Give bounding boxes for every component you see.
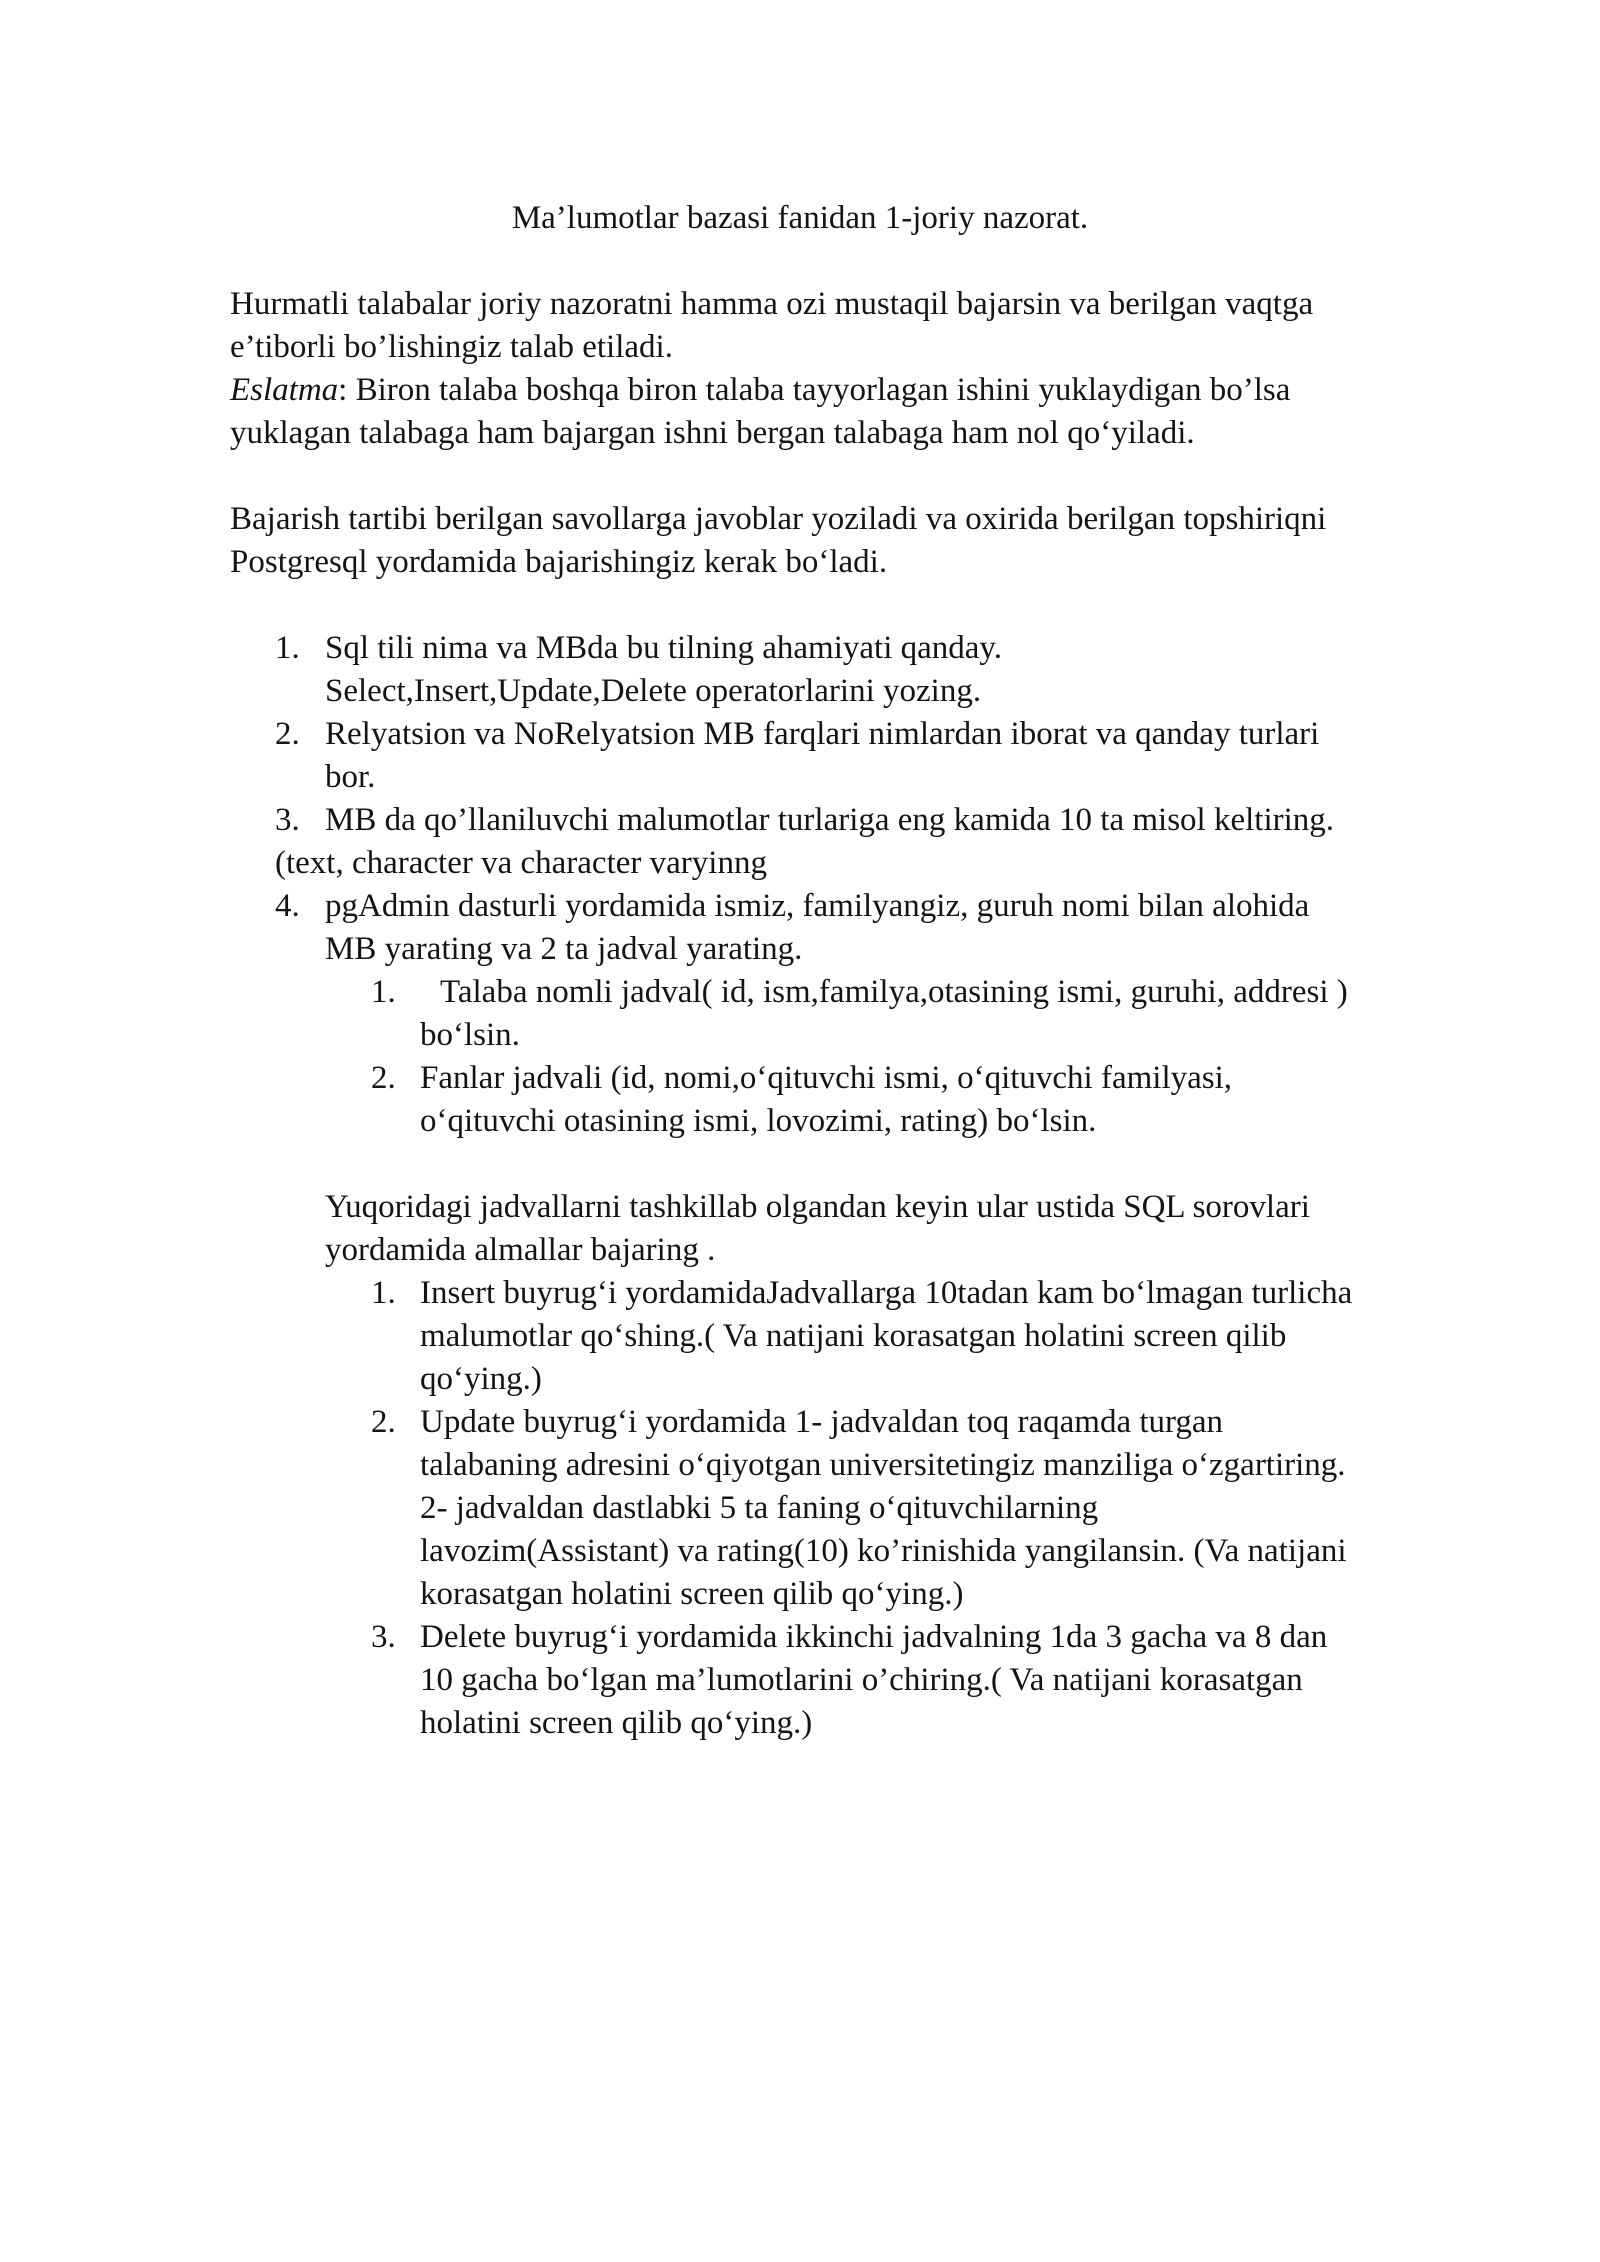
intro-line: Hurmatli talabalar joriy nazoratni hamma ozi mustaqil bajarsin va berilgan vaqtga	[230, 286, 1314, 322]
sql-task-line: Delete buyrug‘i yordamida ikkinchi jadvalning 1da 3 gacha va 8 dan	[420, 1619, 1328, 1655]
sql-task-line: talabaning adresini o‘qiyotgan universitetingiz manziliga o‘zgartiring.	[420, 1447, 1346, 1483]
note-label: Eslatma	[230, 372, 339, 408]
question-line: MB da qo’llaniluvchi malumotlar turlariga eng kamida 10 ta misol keltiring.	[325, 802, 1335, 838]
procedure-line: Bajarish tartibi berilgan savollarga javoblar yoziladi va oxirida berilgan topshiriqni	[230, 501, 1327, 537]
sub-item-line: Fanlar jadvali (id, nomi,o‘qituvchi ismi, o‘qituvchi familyasi,	[420, 1060, 1233, 1096]
sub-item-number: 2.	[371, 1060, 396, 1096]
sql-task-line: holatini screen qilib qo‘ying.)	[420, 1705, 813, 1741]
sql-task-line: qo‘ying.)	[420, 1361, 542, 1397]
sql-task-number: 3.	[371, 1619, 396, 1655]
question-line: pgAdmin dasturli yordamida ismiz, familyangiz, guruh nomi bilan alohida	[325, 888, 1310, 924]
question-number: 1.	[275, 630, 300, 666]
note-line: yuklagan talabaga ham bajargan ishni bergan talabaga ham nol qo‘yiladi.	[230, 415, 1195, 451]
question-line: MB yarating va 2 ta jadval yarating.	[325, 931, 803, 967]
question-line: bor.	[325, 759, 376, 795]
note-text: : Biron talaba boshqa biron talaba tayyorlagan ishini yuklaydigan bo’lsa	[338, 372, 1291, 408]
sub-item-number: 1.	[371, 974, 396, 1010]
question-number: 3.	[275, 802, 300, 838]
sql-intro-line: yordamida almallar bajaring .	[325, 1232, 716, 1268]
sql-task-line: malumotlar qo‘shing.( Va natijani korasatgan holatini screen qilib	[420, 1318, 1287, 1354]
sql-task-line: lavozim(Assistant) va rating(10) ko’rinishida yangilansin. (Va natijani	[420, 1533, 1347, 1569]
question-line: (text, character va character varyinng	[275, 845, 767, 881]
sql-task-line: Update buyrug‘i yordamida 1- jadvaldan toq raqamda turgan	[420, 1404, 1224, 1440]
intro-line: e’tiborli bo’lishingiz talab etiladi.	[230, 329, 673, 365]
question-line: Select,Insert,Update,Delete operatorlarini yozing.	[325, 673, 982, 709]
sql-task-number: 1.	[371, 1275, 396, 1311]
sql-task-line: 2- jadvaldan dastlabki 5 ta faning o‘qituvchilarning	[420, 1490, 1099, 1526]
question-number: 4.	[275, 888, 300, 924]
sql-intro-line: Yuqoridagi jadvallarni tashkillab olgandan keyin ular ustida SQL sorovlari	[325, 1189, 1310, 1225]
document-title: Ma’lumotlar bazasi fanidan 1-joriy nazorat.	[511, 200, 1089, 236]
sub-item-line: o‘qituvchi otasining ismi, lovozimi, rating) bo‘lsin.	[420, 1103, 1097, 1139]
sql-task-line: korasatgan holatini screen qilib qo‘ying.)	[420, 1576, 964, 1612]
question-number: 2.	[275, 716, 300, 752]
question-line: Relyatsion va NoRelyatsion MB farqlari nimlardan iborat va qanday turlari	[325, 716, 1320, 752]
sub-item-line: bo‘lsin.	[420, 1017, 520, 1053]
question-line: Sql tili nima va MBda bu tilning ahamiyati qanday.	[325, 630, 1003, 666]
sql-task-line: Insert buyrug‘i yordamidaJadvallarga 10tadan kam bo‘lmagan turlicha	[420, 1275, 1353, 1311]
sql-task-number: 2.	[371, 1404, 396, 1440]
sub-item-line: Talaba nomli jadval( id, ism,familya,otasining ismi, guruhi, addresi )	[440, 974, 1348, 1010]
sql-task-line: 10 gacha bo‘lgan ma’lumotlarini o’chiring.( Va natijani korasatgan	[420, 1662, 1303, 1698]
note-line	[230, 369, 1290, 412]
procedure-line: Postgresql yordamida bajarishingiz kerak bo‘ladi.	[230, 544, 888, 580]
